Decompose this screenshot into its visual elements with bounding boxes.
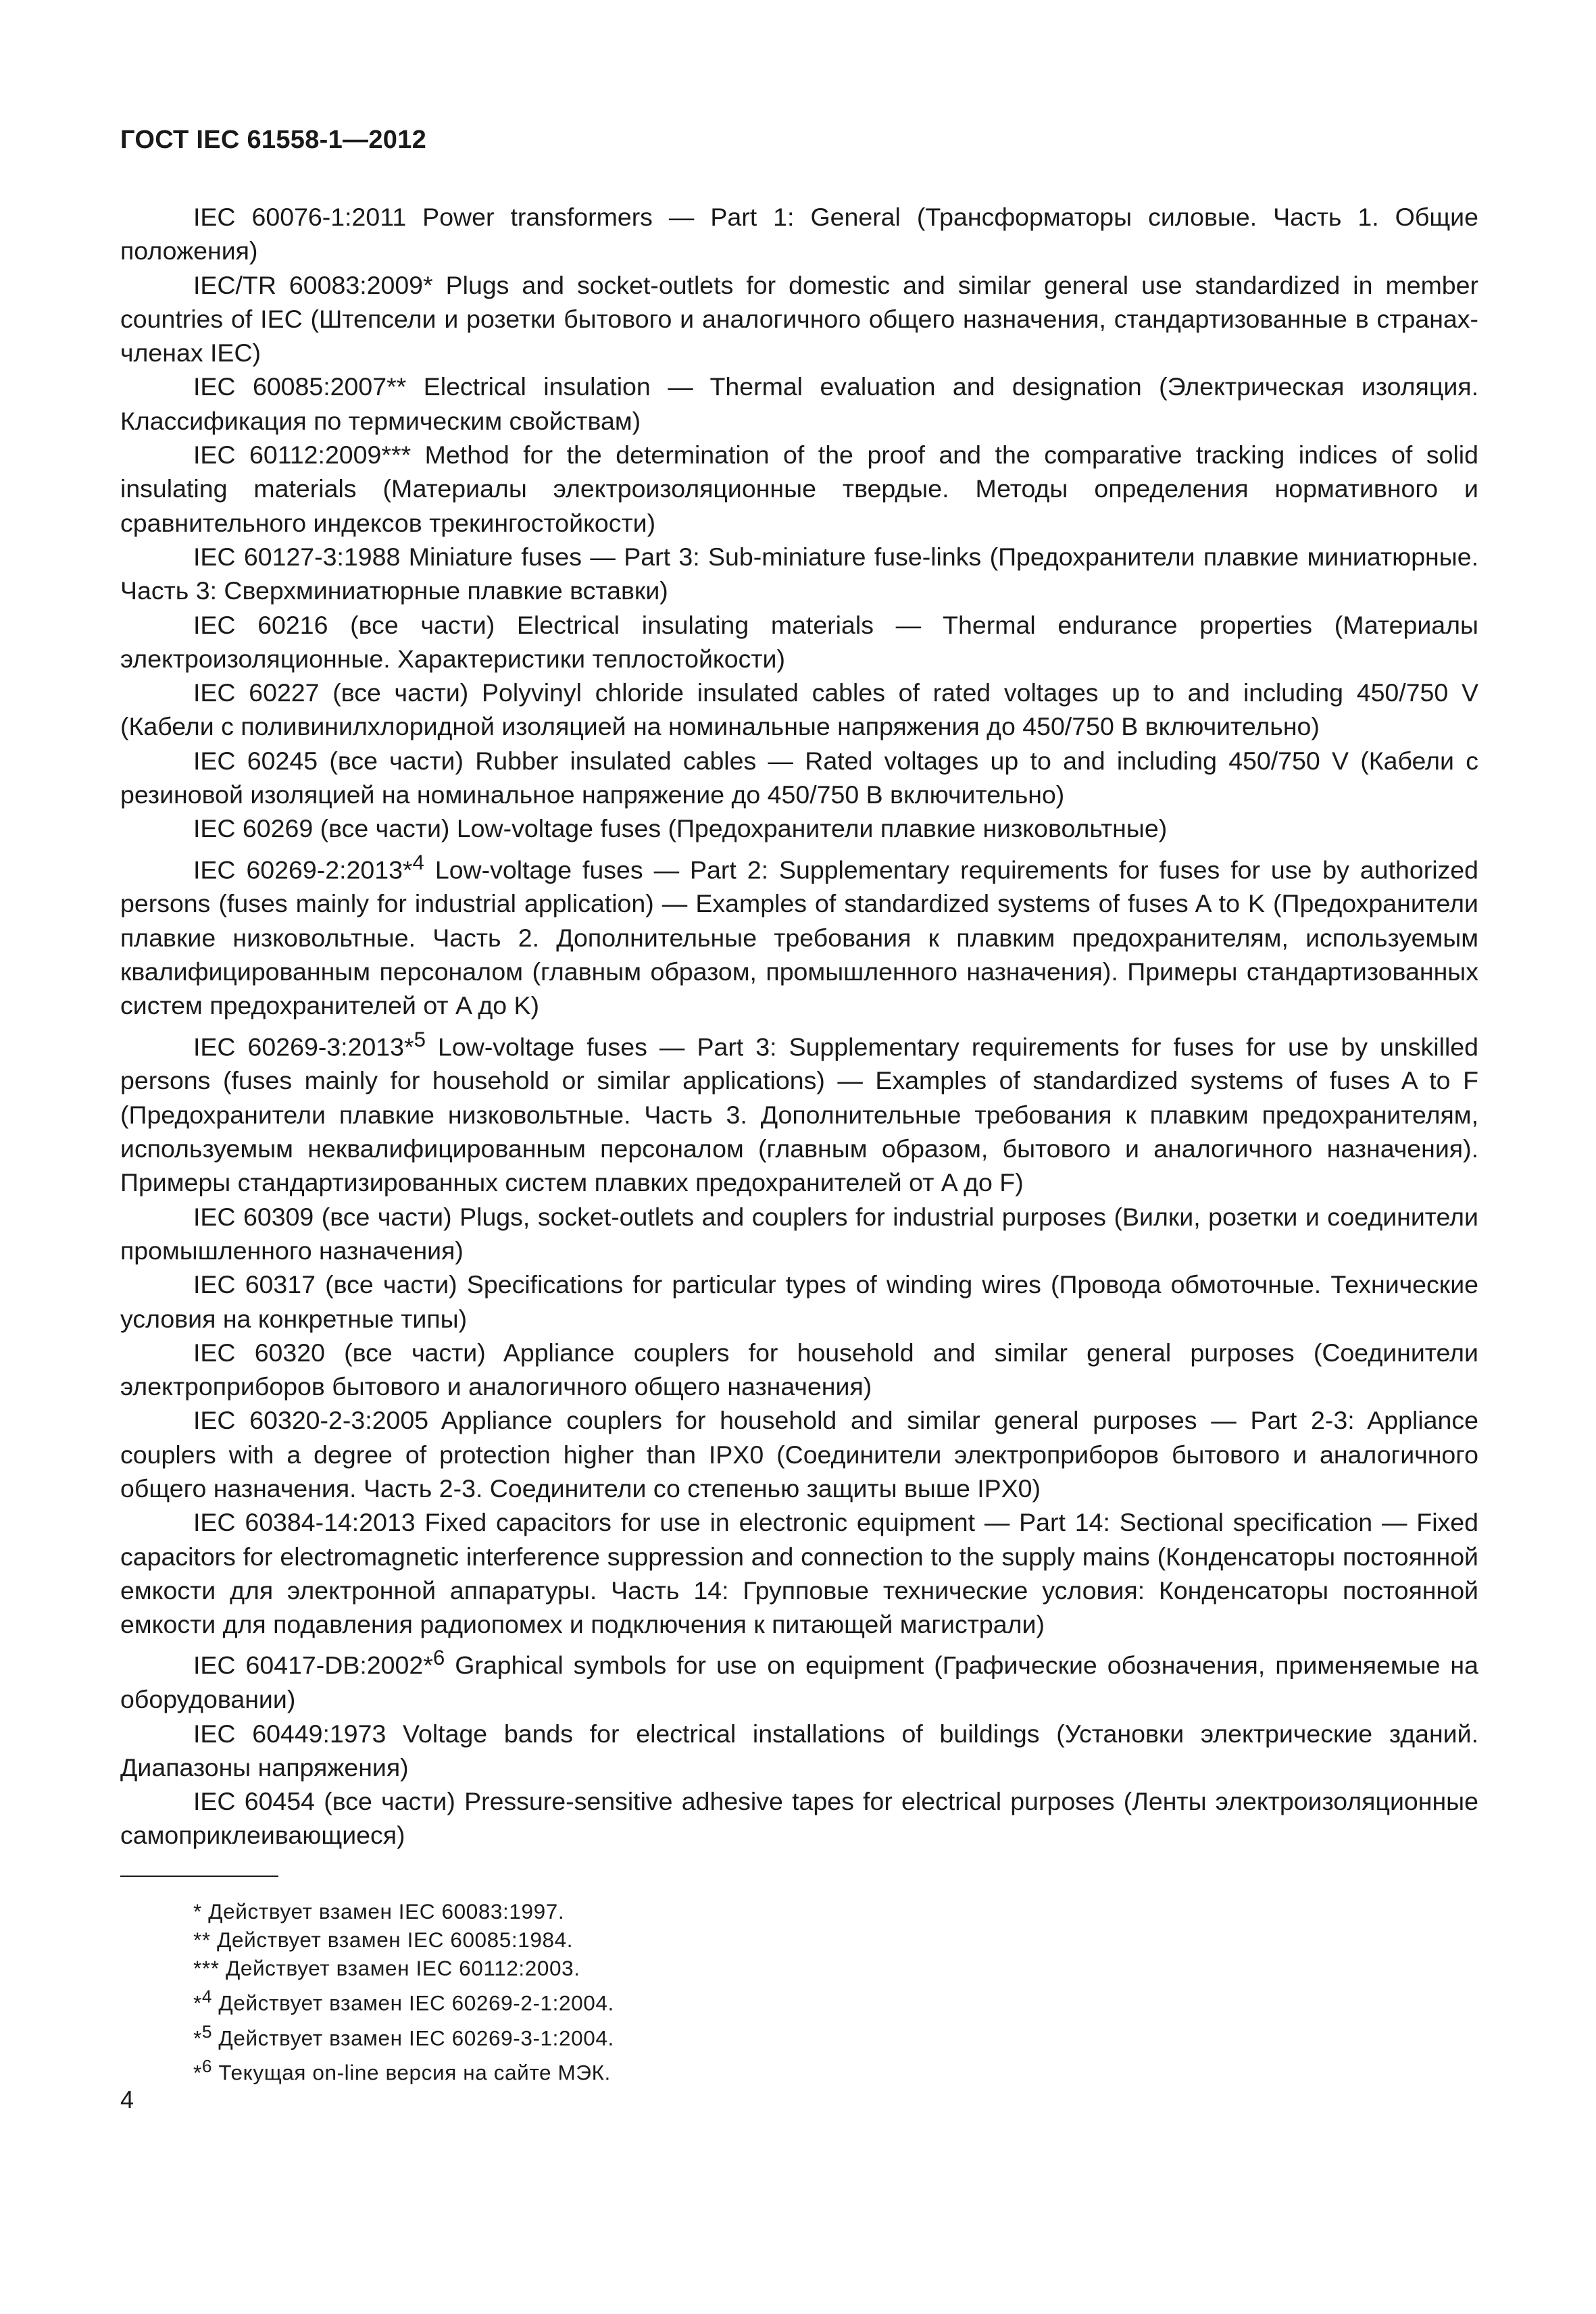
reference-item: IEC 60320-2-3:2005 Appliance couplers for household and similar general purposes — Part 2-3: Appliance couplers with a degree of protection higher than IPX0 (Соединители электроприборов бытового и аналогичного общего назначения. Часть 2-3. Соединители со степенью защиты выше IPX0) <box>120 1406 1478 1503</box>
reference-item: IEC 60085:2007** Electrical insulation — Thermal evaluation and designation (Электрическая изоляция. Классификация по термическим свойствам) <box>120 372 1478 435</box>
reference-item: IEC 60384-14:2013 Fixed capacitors for use in electronic equipment — Part 14: Sectional specification — Fixed capacitors for electromagnetic interference suppression and connection to the supply mains (Конденсаторы постоянной емкости для электронной аппаратуры. Часть 14: Групповые технические условия: Конденсаторы постоянной емкости для подавления радиопомех и подключения к питающей магистрали) <box>120 1508 1478 1639</box>
reference-item: IEC 60245 (все части) Rubber insulated cables — Rated voltages up to and including 450/750 V (Кабели с резиновой изоляцией на номинальное напряжение до 450/750 В включительно) <box>120 746 1478 809</box>
footnote-item: *$^4$ Действует взамен IEC 60269-2-1:2004. <box>193 1986 614 2015</box>
normative-references <box>120 200 1478 1853</box>
footnote-item: *$^6$ Текущая on-line версия на сайте МЭК. <box>193 2056 611 2085</box>
reference-item: IEC 60269-2:2013*$^4$ Low-voltage fuses — Part 2: Supplementary requirements for fuses for use by authorized persons (fuses mainly for industrial application) — Examples of standardized systems of fuses A to K (Предохранители плавкие низковольтные. Часть 2. Дополнительные требования к плавким предохранителям, используемым квалифицированным персоналом (главным образом, промышленного назначения). Примеры стандартизованных систем предохранителей от A до K) <box>120 850 1478 1020</box>
page-number: 4 <box>120 2086 134 2113</box>
reference-item: IEC 60227 (все части) Polyvinyl chloride insulated cables of rated voltages up to and including 450/750 V (Кабели с поливинилхлоридной изоляцией на номинальные напряжения до 450/750 В включительно) <box>120 678 1478 741</box>
reference-item: IEC 60269 (все части) Low-voltage fuses (Предохранители плавкие низковольтные) <box>193 814 1168 843</box>
document-header: ГОСТ IEC 61558-1—2012 <box>120 126 427 154</box>
reference-item: IEC 60216 (все части) Electrical insulating materials — Thermal endurance properties (Материалы электроизоляционные. Характеристики теплостойкости) <box>120 610 1478 673</box>
reference-item: IEC 60320 (все части) Appliance couplers for household and similar general purposes (Соединители электроприборов бытового и аналогичного общего назначения) <box>120 1338 1478 1401</box>
footnote-item: * Действует взамен IEC 60083:1997. <box>193 1899 565 1923</box>
reference-item: IEC 60076-1:2011 Power transformers — Part 1: General (Трансформаторы силовые. Часть 1. Общие положения) <box>120 203 1478 266</box>
reference-item: IEC 60269-3:2013*$^5$ Low-voltage fuses — Part 3: Supplementary requirements for fuses for use by unskilled persons (fuses mainly for household or similar applications) — Examples of standardized systems of fuses A to F (Предохранители плавкие низковольтные. Часть 3. Дополнительные требования к плавким предохранителям, используемым неквалифицированным персоналом (главным образом, бытового и аналогичного назначения). Примеры стандартизированных систем плавких предохранителей от A до F) <box>120 1027 1478 1197</box>
reference-item: IEC 60317 (все части) Specifications for particular types of winding wires (Провода обмоточные. Технические условия на конкретные типы) <box>120 1270 1478 1333</box>
reference-item: IEC 60309 (все части) Plugs, socket-outlets and couplers for industrial purposes (Вилки, розетки и соединители промышленного назначения) <box>120 1202 1478 1265</box>
reference-item: IEC 60417-DB:2002*$^6$ Graphical symbols for use on equipment (Графические обозначения, применяемые на оборудовании) <box>120 1646 1478 1714</box>
footnote-divider <box>120 1876 278 1877</box>
reference-item: IEC 60454 (все части) Pressure-sensitive adhesive tapes for electrical purposes (Ленты электроизоляционные самоприклеивающиеся) <box>120 1787 1478 1850</box>
reference-item: IEC 60112:2009*** Method for the determination of the proof and the comparative tracking indices of solid insulating materials (Материалы электроизоляционные твердые. Методы определения нормативного и сравнительного индексов трекингостойкости) <box>120 441 1478 537</box>
footnotes <box>120 1897 1478 2087</box>
footnote-item: *** Действует взамен IEC 60112:2003. <box>193 1956 580 1980</box>
footnote-marker: 5 <box>414 1027 426 1051</box>
reference-item: IEC 60127-3:1988 Miniature fuses — Part 3: Sub-miniature fuse-links (Предохранители плавкие миниатюрные. Часть 3: Сверхминиатюрные плавкие вставки) <box>120 542 1478 605</box>
footnote-marker: 6 <box>432 1646 445 1670</box>
reference-item: IEC/TR 60083:2009* Plugs and socket-outlets for domestic and similar general use standardized in member countries of IEC (Штепсели и розетки бытового и аналогичного общего назначения, стандартизованные в странах-членах IEC) <box>120 270 1478 368</box>
footnote-item: ** Действует взамен IEC 60085:1984. <box>193 1928 574 1952</box>
reference-item: IEC 60449:1973 Voltage bands for electrical installations of buildings (Установки электрические зданий. Диапазоны напряжения) <box>120 1719 1478 1782</box>
footnote-item: *$^5$ Действует взамен IEC 60269-3-1:2004. <box>193 2021 614 2050</box>
footnote-marker: 4 <box>412 850 424 874</box>
